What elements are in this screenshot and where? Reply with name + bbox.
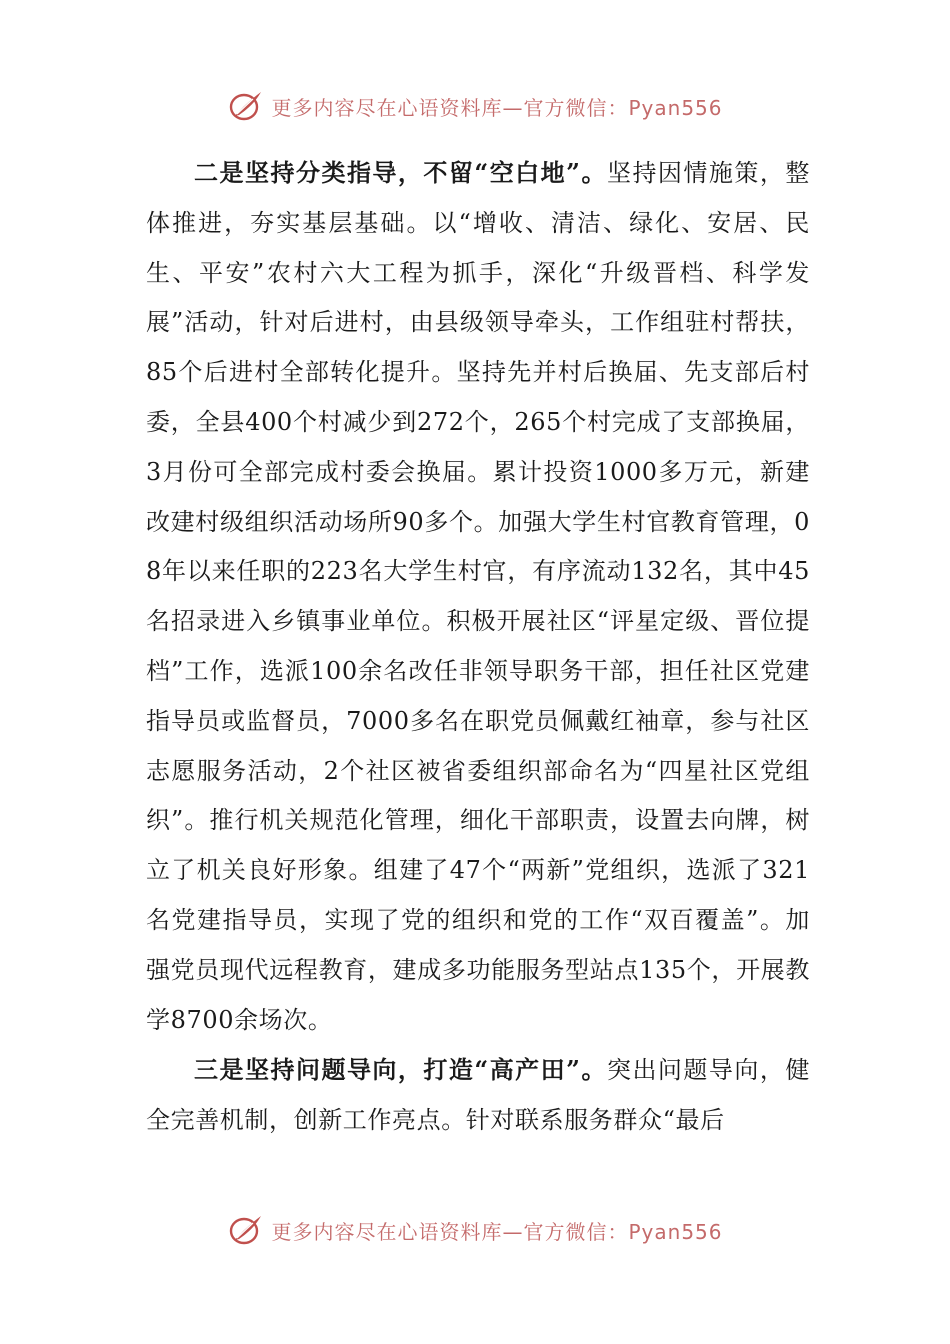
quill-circle-logo-icon: [227, 89, 265, 123]
paragraph-body: 突出问题导向，健全完善机制，创新工作亮点。针对联系服务群众“最后: [146, 1056, 810, 1135]
watermark-handle: Pyan556: [628, 1219, 723, 1244]
watermark-label: 更多内容尽在心语资料库—官方微信：: [271, 95, 629, 120]
document-body: [146, 148, 810, 1146]
paragraph-classified-guidance: [146, 148, 810, 1045]
watermark-label: 更多内容尽在心语资料库—官方微信：: [271, 1219, 629, 1244]
paragraph-body: 坚持因情施策，整体推进，夯实基层基础。以“增收、清洁、绿化、安居、民生、平安”农村六大工程为抓手，深化“升级晋档、科学发展”活动，针对后进村，由县级领导牵头，工作组驻村帮扶，85个后进村全部转化提升。坚持先并村后换届、先支部后村委，全县400个村减少到272个，265个村完成了支部换届，3月份可全部完成村委会换届。累计投资1000多万元，新建改建村级组织活动场所90多个。加强大学生村官教育管理，08年以来任职的223名大学生村官，有序流动132名，其中45名招录进入乡镇事业单位。积极开展社区“评星定级、晋位提档”工作，选派100余名改任非领导职务干部，担任社区党建指导员或监督员，7000多名在职党员佩戴红袖章，参与社区志愿服务活动，2个社区被省委组织部命名为“四星社区党组织”。推行机关规范化管理，细化干部职责，设置去向牌，树立了机关良好形象。组建了47个“两新”党组织，选派了321名党建指导员，实现了党的组织和党的工作“双百覆盖”。加强党员现代远程教育，建成多功能服务型站点135个，开展教学8700余场次。: [146, 159, 810, 1034]
paragraph-lead: 三是坚持问题导向，打造“高产田”。: [194, 1055, 607, 1085]
watermark-footer: [0, 1210, 950, 1250]
watermark-header: [0, 86, 950, 126]
watermark-handle: Pyan556: [628, 95, 723, 120]
paragraph-problem-oriented: [146, 1045, 810, 1146]
watermark-text: [271, 92, 722, 121]
quill-circle-logo-icon: [227, 1213, 265, 1247]
watermark-text: [271, 1216, 722, 1245]
paragraph-lead: 二是坚持分类指导，不留“空白地”。: [194, 158, 607, 187]
